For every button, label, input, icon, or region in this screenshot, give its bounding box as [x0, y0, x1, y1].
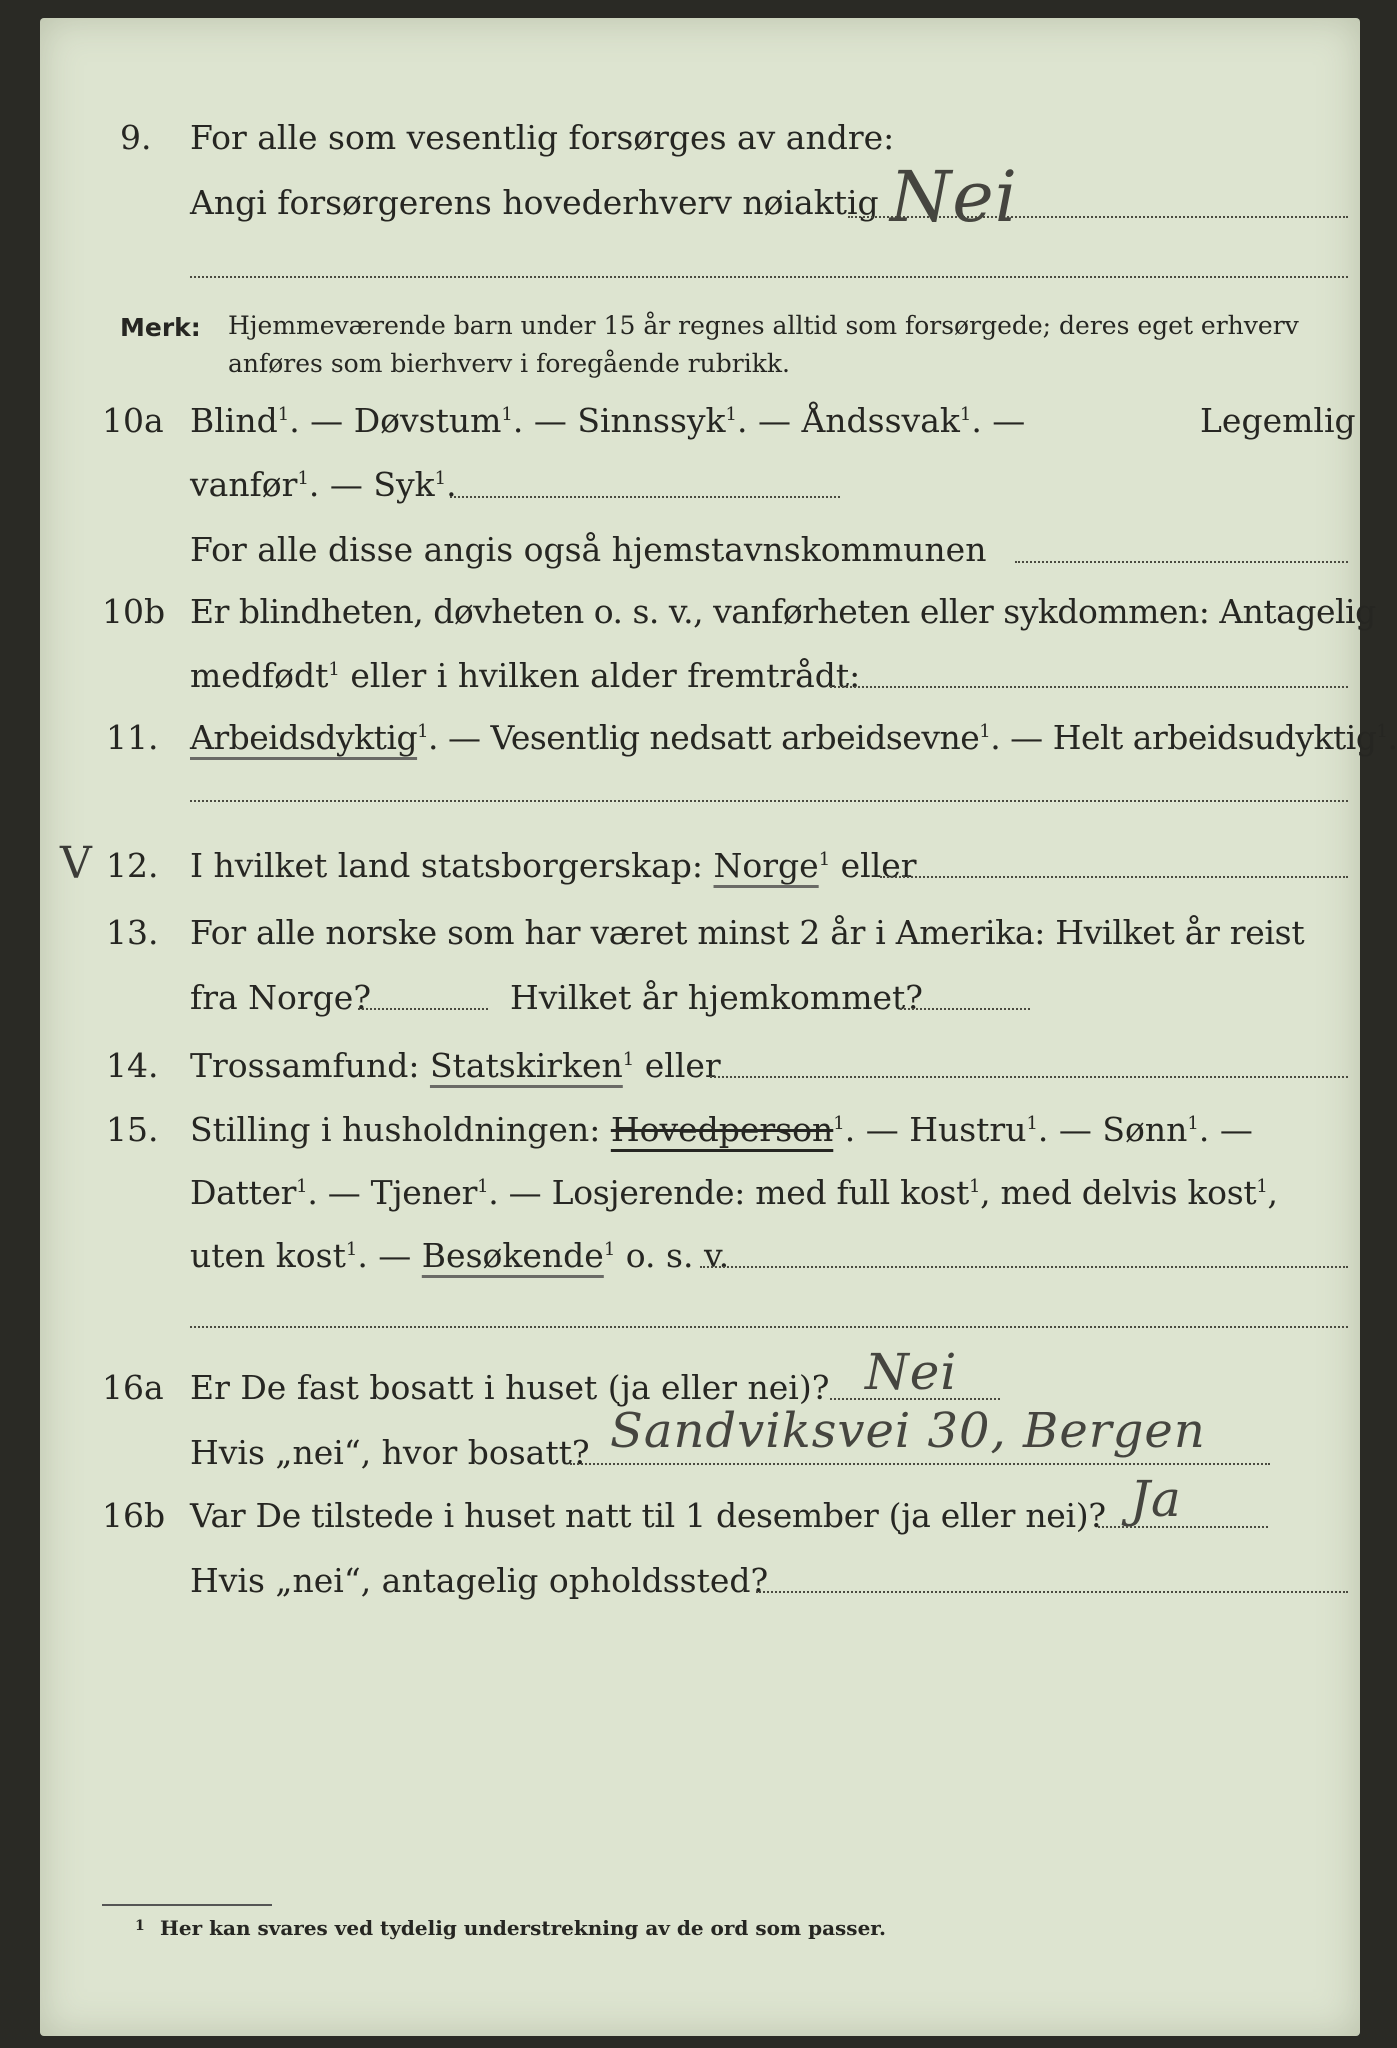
q11-nedsatt: Vesentlig nedsatt arbeidsevne — [490, 718, 980, 757]
q12-check-mark: V — [60, 838, 92, 889]
q9-handwritten-answer: Nei — [890, 156, 1019, 238]
q9-line1: For alle som vesentlig forsørges av andre: — [190, 118, 895, 157]
q10a-hjemstavn-line — [1015, 561, 1348, 563]
q10a-blind: Blind — [190, 401, 278, 440]
q10a-andssvak: Åndssvak — [801, 401, 960, 440]
q16a-number: 16a — [102, 1368, 164, 1407]
q10a-syk-line — [450, 496, 840, 498]
footnote-text: Her kan svares ved tydelig understrekning av de ord som passer. — [160, 1916, 886, 1940]
q15-number: 15. — [106, 1110, 159, 1149]
q15-sonn: Sønn — [1102, 1110, 1188, 1149]
q16b-line2: Hvis „nei“, antagelig opholdssted? — [190, 1561, 769, 1600]
census-form-page — [40, 18, 1397, 2036]
q10b-line2: medfødt$^1$ eller i hvilken alder fremtrådt: — [190, 656, 861, 695]
q11-number: 11. — [106, 718, 159, 757]
q10b-alder: eller i hvilken alder fremtrådt: — [350, 656, 861, 695]
q15-tjener: Tjener — [370, 1173, 478, 1212]
q16a-line2: Hvis „nei“, hvor bosatt? — [190, 1433, 590, 1472]
merk-line2: anføres som bierhverv i foregående rubrikk. — [228, 349, 790, 378]
q15-osv: o. s. v. — [625, 1236, 730, 1275]
q10a-syk: Syk — [373, 465, 435, 504]
q9-line2: Angi forsørgerens hovederhverv nøiaktig — [190, 183, 879, 222]
merk-label: Merk: — [120, 313, 201, 342]
q11-arbeidsdyktig: Arbeidsdyktig — [190, 718, 418, 757]
merk-line1: Hjemmeværende barn under 15 år regnes alltid som forsørgede; deres eget erhverv — [228, 311, 1299, 340]
q13-reist-line — [358, 1008, 488, 1010]
q11-line: Arbeidsdyktig$^1$. — Vesentlig nedsatt arbeidsevne$^1$. — Helt arbeidsudyktig$^1$. — [190, 718, 1397, 757]
q12-eller: eller — [840, 846, 917, 885]
q15-delvis-kost: med delvis kost — [1000, 1173, 1257, 1212]
q16a-line1: Er De fast bosatt i huset (ja eller nei)? — [190, 1368, 830, 1407]
q10b-number: 10b — [102, 592, 166, 631]
q10a-line1: Blind$^1$. — Døvstum$^1$. — Sinnssyk$^1$. — Åndssvak$^1$. — — [190, 401, 1026, 440]
q16b-line-fill — [756, 1591, 1348, 1593]
q10a-vanfor: vanfør — [190, 465, 298, 504]
q14-statskirken: Statskirken — [429, 1046, 623, 1085]
q10a-dovstum: Døvstum — [353, 401, 502, 440]
q15-besokende: Besøkende — [421, 1236, 604, 1275]
q10a-number: 10a — [102, 401, 164, 440]
q10a-line2: vanfør$^1$. — Syk$^1$. — [190, 465, 457, 504]
q16a-handwritten-answer2: Sandviksvei 30, Bergen — [610, 1403, 1206, 1459]
q14-line-fill — [710, 1076, 1348, 1078]
q14-number: 14. — [106, 1046, 159, 1085]
q12-line-fill — [880, 876, 1348, 878]
q10b-line1: Er blindheten, døvheten o. s. v., vanførheten eller sykdommen: Antagelig — [190, 592, 1376, 631]
q16b-answer1-line — [1098, 1526, 1268, 1528]
q15-full-kost: med full kost — [755, 1173, 969, 1212]
q15-losjerende: Losjerende: — [551, 1173, 746, 1212]
q16a-handwritten-answer1: Nei — [865, 1343, 958, 1401]
q10a-legemlig: Legemlig — [1200, 401, 1356, 440]
q10b-medfodt: medfødt — [190, 656, 329, 695]
footnote-rule — [102, 1904, 272, 1906]
q16b-line1: Var De tilstede i huset natt til 1 desember (ja eller nei)? — [190, 1496, 1106, 1535]
q12-number: 12. — [106, 846, 159, 885]
q13-hjem-line — [900, 1008, 1030, 1010]
q13-line2a: fra Norge? — [190, 978, 372, 1017]
q15-line2: Datter$^1$. — Tjener$^1$. — Losjerende: med full kost$^1$, med delvis kost$^1$, — [190, 1173, 1278, 1212]
q15-line3: uten kost$^1$. — Besøkende$^1$ o. s. v. — [190, 1236, 730, 1275]
q16a-answer2-line — [570, 1463, 1270, 1465]
q14-eller: eller — [644, 1046, 721, 1085]
q9-number: 9. — [120, 118, 152, 157]
q15-hovedperson: Hovedperson — [610, 1110, 834, 1149]
q9-extra-line — [190, 276, 1348, 278]
q15-line-fill — [700, 1266, 1348, 1268]
q14-text: Trossamfund: — [190, 1046, 420, 1085]
q15-hustru: Hustru — [909, 1110, 1027, 1149]
q15-line1: Stilling i husholdningen: Hovedperson$^1$. — Hustru$^1$. — Sønn$^1$. — — [190, 1110, 1253, 1149]
footnote-mark: 1 — [135, 1918, 145, 1934]
q13-line1: For alle norske som har været minst 2 år i Amerika: Hvilket år reist — [190, 913, 1305, 952]
q11-extra-line — [190, 800, 1348, 802]
q15-extra-line — [190, 1326, 1348, 1328]
q10a-hjemstavn: For alle disse angis også hjemstavnskommunen — [190, 530, 987, 569]
q16b-number: 16b — [102, 1496, 166, 1535]
q10a-sinnssyk: Sinnssyk — [577, 401, 726, 440]
q14-line: Trossamfund: Statskirken$^1$ eller — [190, 1046, 721, 1085]
q12-text: I hvilket land statsborgerskap: — [190, 846, 704, 885]
q12-norge: Norge — [713, 846, 819, 885]
q13-line2b: Hvilket år hjemkommet? — [510, 978, 923, 1017]
q13-number: 13. — [106, 913, 159, 952]
q15-text: Stilling i husholdningen: — [190, 1110, 601, 1149]
q15-uten-kost: uten kost — [190, 1236, 346, 1275]
q12-line: I hvilket land statsborgerskap: Norge$^1$ eller — [190, 846, 917, 885]
q15-datter: Datter — [190, 1173, 297, 1212]
q11-udyktig: Helt arbeidsudyktig — [1052, 718, 1377, 757]
q10b-line — [830, 686, 1348, 688]
q16b-handwritten-answer1: Ja — [1130, 1470, 1182, 1528]
